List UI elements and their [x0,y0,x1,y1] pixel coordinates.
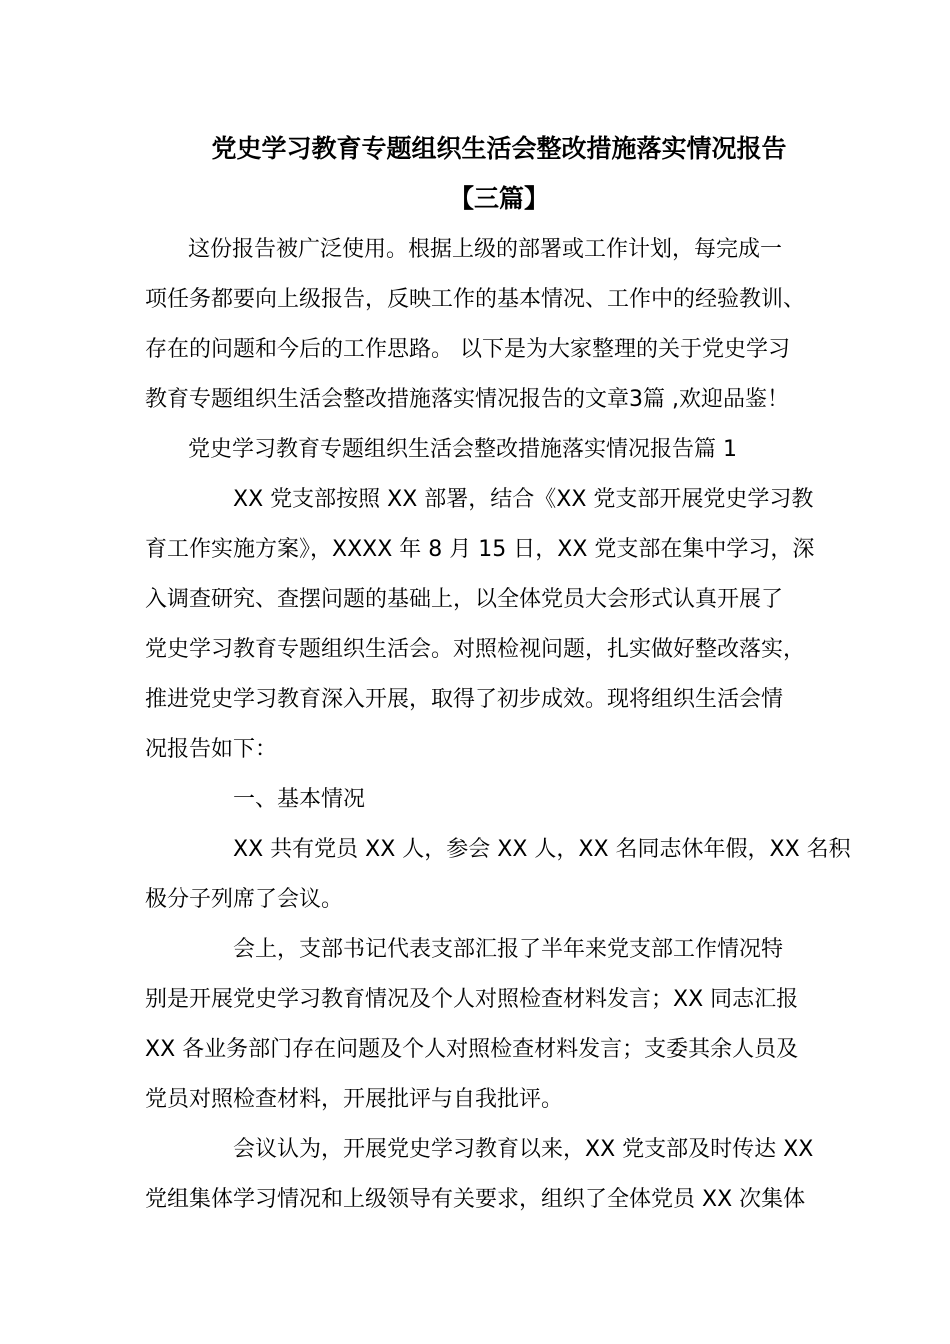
text-line: 推进党史学习教育深入开展，取得了初步成效。现将组织生活会情 [145,687,784,712]
text-line: 育工作实施方案》，XXXX 年 8 月 15 日，XX 党支部在集中学习，深 [145,537,815,562]
section-heading: 一、基本情况 [233,787,366,812]
text-line: 极分子列席了会议。 [145,887,344,912]
document-title: 党史学习教育专题组织生活会整改措施落实情况报告 [211,134,787,163]
text-line: XX 共有党员 XX 人，参会 XX 人，XX 名同志休年假，XX 名积 [233,837,851,862]
text-line: 入调查研究、查摆问题的基础上，以全体党员大会形式认真开展了 [145,587,784,612]
text-line: 存在的问题和今后的工作思路。 以下是为大家整理的关于党史学习 [145,337,790,362]
text-line: 这份报告被广泛使用。根据上级的部署或工作计划，每完成一 [188,237,783,262]
text-line: 党史学习教育专题组织生活会。对照检视问题，扎实做好整改落实， [145,637,806,662]
text-line: 教育专题组织生活会整改措施落实情况报告的文章3篇 ,欢迎品鉴！ [145,387,789,412]
text-line: 党员对照检查材料，开展批评与自我批评。 [145,1087,564,1112]
text-line: 会上，支部书记代表支部汇报了半年来党支部工作情况特 [233,937,784,962]
text-line: XX 各业务部门存在问题及个人对照检查材料发言；支委其余人员及 [145,1037,799,1062]
text-line: XX 党支部按照 XX 部署，结合《XX 党支部开展党史学习教 [233,487,814,512]
text-line: 别是开展党史学习教育情况及个人对照检查材料发言；XX 同志汇报 [145,987,799,1012]
text-line: 会议认为，开展党史学习教育以来，XX 党支部及时传达 XX [233,1137,814,1162]
text-line: 况报告如下： [145,737,278,762]
text-line: 项任务都要向上级报告，反映工作的基本情况、工作中的经验教训、 [145,287,806,312]
section-heading: 党史学习教育专题组织生活会整改措施落实情况报告篇 1 [188,437,737,462]
document-subtitle: 【三篇】 [448,184,549,213]
text-line: 党组集体学习情况和上级领导有关要求，组织了全体党员 XX 次集体 [145,1187,806,1212]
